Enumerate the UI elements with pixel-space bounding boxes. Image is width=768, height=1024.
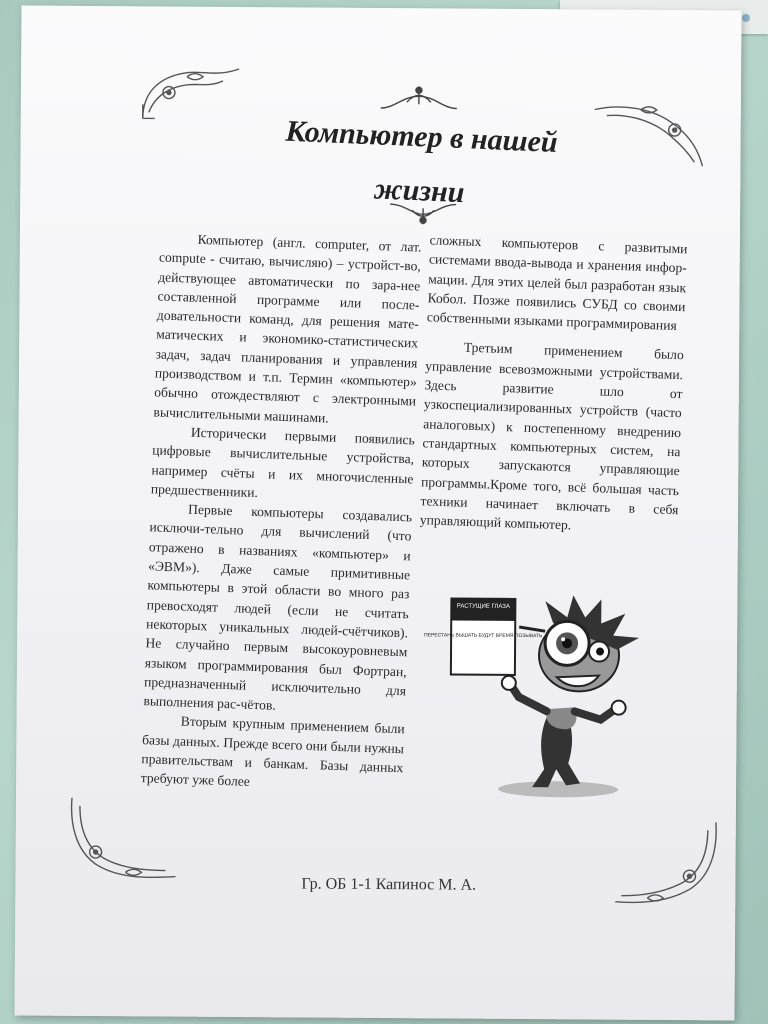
paragraph-databases: Вторым крупным применением были базы данных. Прежде всего они были нужны правительствам и банкам. Базы данных требуют уже более: [140, 713, 405, 790]
paragraph-databases-continued: сложных компьютеров с развитыми системами ввода-вывода и хранения инфор-мации. Для этих целей был разработан язык Кобол. Позже появились СУБД со своими собственными языками программирования: [426, 232, 688, 334]
poster-sheet: [14, 5, 741, 1020]
left-text-column: [140, 228, 421, 796]
paragraph-device-control: Третьим применением было управление всевозможными устройствами. Здесь развитие шло от узкоспециализированных устройств (часто аналоговых) к постепенному внедрению стандартных компьютерных систем, на которых запускаются управляющие программы.Кроме того, всё большая часть техники начинает включать в себя управляющий компьютер.: [419, 340, 685, 533]
corner-ornament-bottom-left-icon: [65, 794, 186, 885]
sign-caption: ПЕРЕСТАНЬ ВЫШАТЬ БУДУТ ВРЕМЯ ПОЗЫВАТЬ: [423, 632, 543, 640]
title-line-2: жизни: [373, 172, 466, 210]
corner-ornament-bottom-right-icon: [611, 818, 722, 909]
title-line-1: Компьютер в нашей: [284, 114, 559, 159]
paragraph-definition: Компьютер (англ. computer, от лат. compute - считаю, вычисляю) – устройст-во, действующее автоматически по зара-нее составленной программе или после-довательности команд, для решения мате-матических и экономико-статистических задач, задач планирования и управления производством и т.п. Термин «компьютер» обычно отождествляют с электронными вычислительными машинами.: [153, 231, 422, 426]
right-text-column: [420, 230, 688, 538]
footer-author: Гр. ОБ 1-1 Капинос М. А.: [301, 875, 477, 894]
push-pin-icon: [742, 14, 750, 22]
paragraph-history: Исторически первыми появились цифровые вычислительные устройства, например счёты и их многочисленные предшественники.: [150, 424, 416, 500]
cartoon-character-illustration: [423, 593, 679, 805]
poster-title: [218, 102, 622, 227]
paragraph-first-computers: Первые компьютеры создавались исключи-тельно для вычислений (что отражено в названиях «компьютер» и «ЭВМ»). Даже самые примитивные компьютеры в этой области во много раз превосходят людей (если не считать некоторых уникальных людей-счётчиков). Не случайно первым высокоуровневым языком программирования был Фортран, предназначенный исключительно для выполнения рас-чётов.: [143, 501, 413, 713]
sign-heading: РАСТУЩИЕ ГЛАЗА: [456, 603, 510, 610]
